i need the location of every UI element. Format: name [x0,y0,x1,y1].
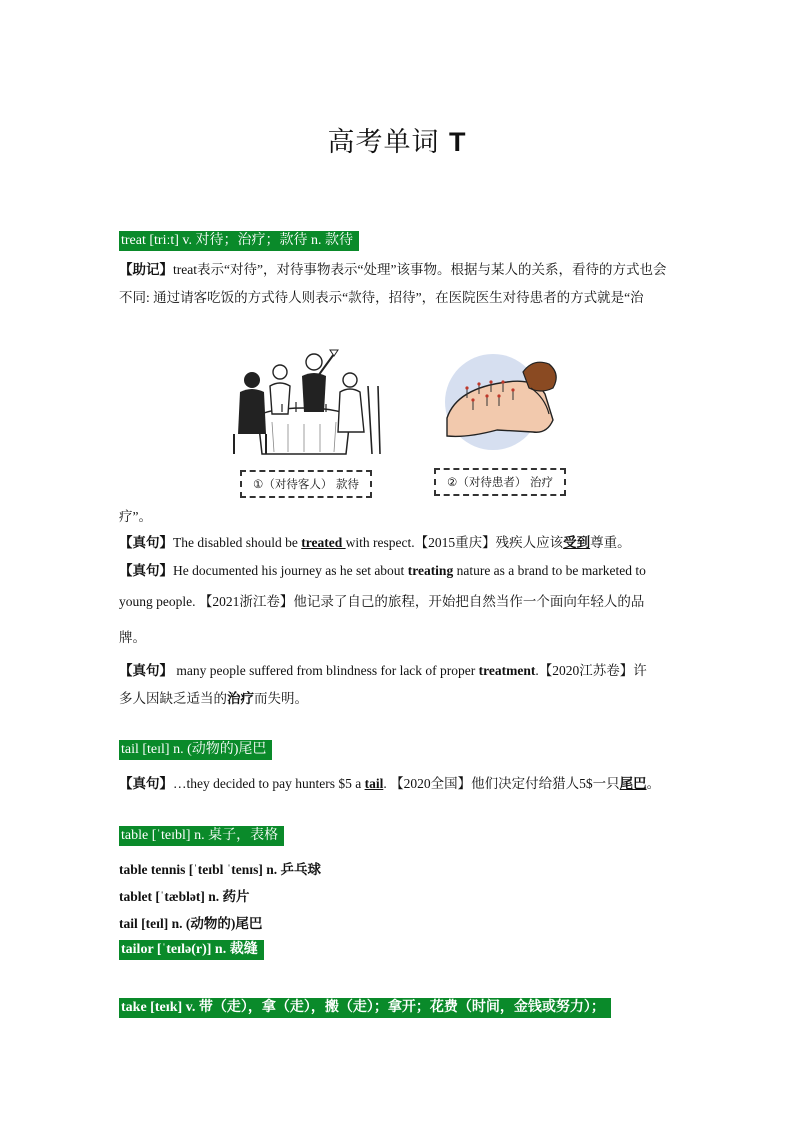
example-text: many people suffered from blindness for lack of proper [173,663,479,678]
caption-entertain: ①（对待客人） 款待 [240,470,372,498]
related-word: tail [teɪl] n. (动物的)尾巴 [119,916,263,931]
example-text: …they decided to pay hunters $5 a [173,776,365,791]
keyword-cn: 受到 [563,535,591,550]
example-tag: 【真句】 [119,563,173,578]
keyword: treating [407,563,454,578]
acupuncture-illustration [437,348,563,456]
example-text: nature as a brand to be marketed to [453,563,646,578]
mnemonic-tag: 【助记】 [119,262,173,277]
word-header-table: table [ˈteɪbl] n. 桌子，表格 [119,826,284,846]
keyword-cn: 尾巴 [619,776,647,791]
example-sentence [119,559,646,579]
word-header-take: take [teɪk] v. 带（走），拿（走），搬（走）；拿开；花费（时间，金钱或努力）； [119,998,611,1018]
related-word: table tennis [ˈteɪbl ˈtenɪs] n. 乒乓球 [119,862,322,877]
example-tag: 【真句】 [119,663,173,678]
example-sentence [119,531,631,551]
example-sentence-cont [119,687,308,707]
dinner-party-illustration [222,346,382,458]
example-text: . 【2020全国】他们决定付给猎人5$一只 [383,776,620,791]
example-text: .【2020江苏卷】许 [535,663,647,678]
example-text: 多人因缺乏适当的 [119,691,227,706]
mnemonic-end: 疗”。 [119,509,152,524]
keyword: tail [364,776,384,791]
mnemonic-text: treat表示“对待”，对待事物表示“处理”该事物。根据与某人的关系，看待的方式也会不同: 通过请客吃饭的方式待人则表示“款待，招待”，在医院医生对待患者的方式就是“治 [119,262,667,305]
word-header-tailor: tailor [ˈteɪlə(r)] n. 裁缝 [119,940,264,960]
example-line: young people. 【2021浙江卷】他记录了自己的旅程，开始把自然当作一个面向年轻人的品 [119,594,645,609]
page-title [0,120,794,159]
word-header-treat: treat [triːt] v. 对待；治疗；款待 n. 款待 [119,231,359,251]
example-text: 尊重。 [590,535,631,550]
example-text: The disabled should be [173,535,302,550]
title-letter: T [449,127,467,157]
keyword: treatment [478,663,536,678]
example-sentence [119,659,647,679]
keyword-cn: 治疗 [227,691,254,706]
example-tag: 【真句】 [119,535,173,550]
related-word: tablet [ˈtæblət] n. 药片 [119,889,250,904]
keyword: treated [301,535,346,550]
example-line: 牌。 [119,630,146,645]
example-sentence [119,772,660,792]
example-text: He documented his journey as he set about [173,563,408,578]
example-text: 而失明。 [254,691,308,706]
mnemonic-paragraph [119,256,679,312]
example-text: with respect.【2015重庆】残疾人应该 [345,535,564,550]
title-chinese: 高考单词 [327,127,440,158]
word-header-tail: tail [teɪl] n. (动物的)尾巴 [119,740,272,760]
caption-treatment: ②（对待患者） 治疗 [434,468,566,496]
example-tag: 【真句】 [119,776,173,791]
example-text: 。 [646,776,661,791]
